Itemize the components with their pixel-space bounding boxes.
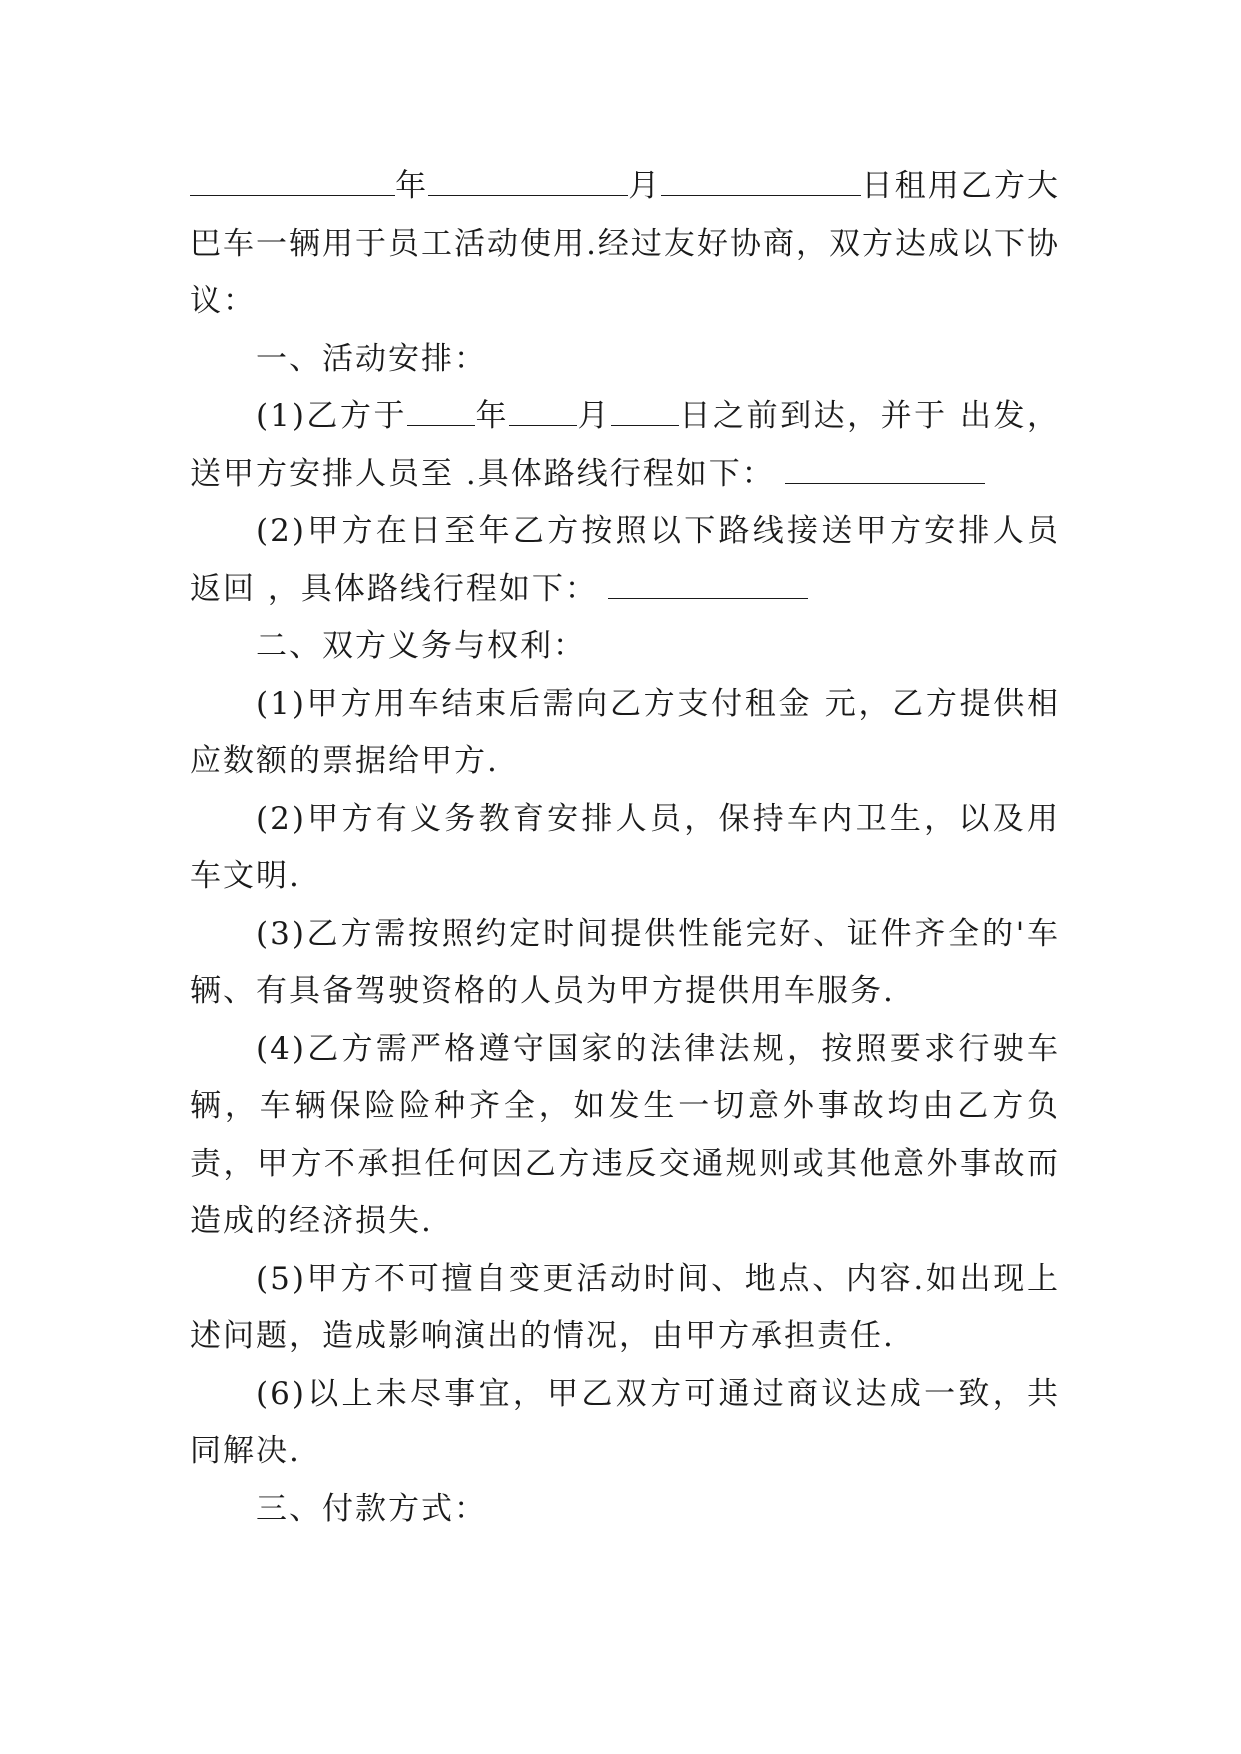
document-body [190, 158, 1060, 1538]
blank-line [190, 169, 395, 196]
clause-2-2: (2)甲方有义务教育安排人员，保持车内卫生，以及用车文明. [190, 800, 1060, 894]
clause-text: (2)甲方在日至年乙方按照以下路线接送甲方安排人员返回 ，具体路线行程如下： [190, 513, 1060, 607]
clause-text: 日之前到达，并于 出发，送甲方安排人员至 .具体路线行程如下： [190, 398, 1061, 492]
text-year: 年 [474, 398, 509, 434]
blank-line [407, 399, 475, 426]
blank-line [509, 399, 577, 426]
blank-line [611, 399, 679, 426]
text-month: 月 [628, 168, 662, 204]
text-month: 月 [577, 398, 612, 434]
blank-line [428, 169, 628, 196]
section-heading-3: 三、付款方式： [256, 1490, 487, 1527]
section-heading-2: 二、双方义务与权利： [256, 628, 586, 664]
clause-2-6: (6)以上未尽事宜，甲乙双方可通过商议达成一致，共同解决. [190, 1375, 1060, 1469]
blank-line [608, 572, 808, 599]
clause-text: (1)乙方于 [256, 398, 407, 434]
clause-2-1: (1)甲方用车结束后需向乙方支付租金 元，乙方提供相应数额的票据给甲方. [190, 685, 1060, 779]
blank-line [661, 169, 861, 196]
clause-2-3: (3)乙方需按照约定时间提供性能完好、证件齐全的'车辆、有具备驾驶资格的人员为甲方提供用车服务. [190, 915, 1060, 1009]
clause-2-5: (5)甲方不可擅自变更活动时间、地点、内容.如出现上述问题，造成影响演出的情况，由甲方承担责任. [190, 1260, 1060, 1354]
opening-paragraph [190, 158, 1060, 331]
text-year: 年 [395, 168, 429, 204]
section-heading-1: 一、活动安排： [256, 340, 487, 377]
text-opening: 日租用乙方大巴车一辆用于员工活动使用.经过友好协商，双方达成以下协议： [190, 168, 1061, 319]
clause-2-4: (4)乙方需严格遵守国家的法律法规，按照要求行驶车辆，车辆保险险种齐全，如发生一切意外事故均由乙方负责，甲方不承担任何因乙方违反交通规则或其他意外事故而造成的经济损失. [190, 1030, 1060, 1239]
clause-1-1 [190, 388, 1060, 503]
clause-1-2 [190, 503, 1060, 618]
blank-line [785, 457, 985, 484]
